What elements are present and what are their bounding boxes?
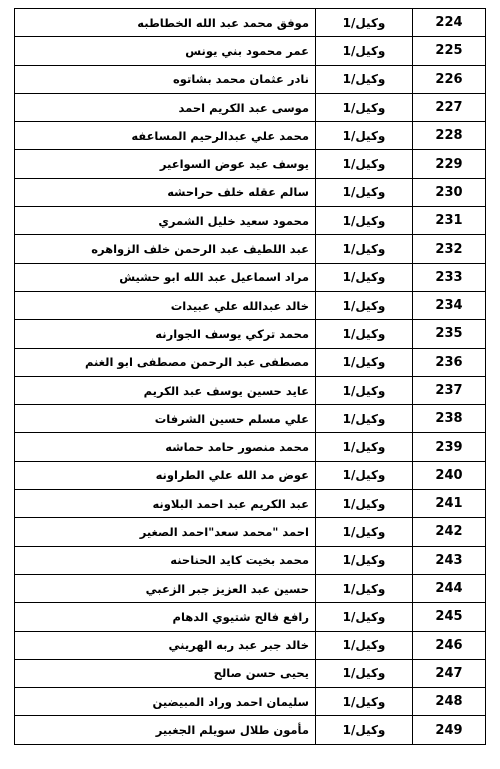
- rank-cell: وكيل/1: [316, 37, 413, 65]
- rank-cell: وكيل/1: [316, 716, 413, 744]
- table-row: [15, 235, 486, 263]
- serial-number-cell: 249: [413, 716, 486, 744]
- rank-cell: وكيل/1: [316, 603, 413, 631]
- name-cell: رافع فالح شتيوي الدهام: [15, 603, 316, 631]
- table-row: [15, 688, 486, 716]
- serial-number-cell: 242: [413, 518, 486, 546]
- rank-cell: وكيل/1: [316, 320, 413, 348]
- serial-number-cell: 243: [413, 546, 486, 574]
- table-row: [15, 150, 486, 178]
- serial-number-cell: 232: [413, 235, 486, 263]
- name-cell: محمود سعيد خليل الشمري: [15, 207, 316, 235]
- serial-number-cell: 247: [413, 659, 486, 687]
- name-cell: محمد علي عبدالرحيم المساعفه: [15, 122, 316, 150]
- name-cell: عبد الكريم عبد احمد البلاونه: [15, 490, 316, 518]
- name-cell: عمر محمود بني يونس: [15, 37, 316, 65]
- table-row: [15, 433, 486, 461]
- rank-cell: وكيل/1: [316, 490, 413, 518]
- serial-number-cell: 235: [413, 320, 486, 348]
- rank-cell: وكيل/1: [316, 65, 413, 93]
- serial-number-cell: 233: [413, 263, 486, 291]
- rank-cell: وكيل/1: [316, 9, 413, 37]
- name-cell: محمد منصور حامد حماشه: [15, 433, 316, 461]
- serial-number-cell: 230: [413, 178, 486, 206]
- rank-cell: وكيل/1: [316, 263, 413, 291]
- table-row: [15, 65, 486, 93]
- name-cell: مصطفى عبد الرحمن مصطفى ابو الغنم: [15, 348, 316, 376]
- name-cell: سالم عقله خلف حراحشه: [15, 178, 316, 206]
- serial-number-cell: 234: [413, 291, 486, 319]
- rank-cell: وكيل/1: [316, 235, 413, 263]
- table-row: [15, 461, 486, 489]
- table-row: [15, 37, 486, 65]
- serial-number-cell: 238: [413, 405, 486, 433]
- serial-number-cell: 241: [413, 490, 486, 518]
- name-cell: عايد حسين يوسف عبد الكريم: [15, 376, 316, 404]
- serial-number-cell: 239: [413, 433, 486, 461]
- personnel-table: [14, 8, 486, 745]
- serial-number-cell: 237: [413, 376, 486, 404]
- rank-cell: وكيل/1: [316, 93, 413, 121]
- name-cell: احمد "محمد سعد"احمد الصغير: [15, 518, 316, 546]
- rank-cell: وكيل/1: [316, 291, 413, 319]
- table-row: [15, 376, 486, 404]
- rank-cell: وكيل/1: [316, 122, 413, 150]
- table-row: [15, 716, 486, 744]
- table-row: [15, 546, 486, 574]
- rank-cell: وكيل/1: [316, 631, 413, 659]
- rank-cell: وكيل/1: [316, 574, 413, 602]
- name-cell: محمد بخيت كايد الحناحنه: [15, 546, 316, 574]
- name-cell: حسين عبد العزيز جبر الزعبي: [15, 574, 316, 602]
- table-row: [15, 9, 486, 37]
- name-cell: مراد اسماعيل عبد الله ابو حشيش: [15, 263, 316, 291]
- rank-cell: وكيل/1: [316, 376, 413, 404]
- personnel-table-body: [15, 9, 486, 745]
- table-row: [15, 348, 486, 376]
- serial-number-cell: 229: [413, 150, 486, 178]
- serial-number-cell: 231: [413, 207, 486, 235]
- table-row: [15, 93, 486, 121]
- serial-number-cell: 225: [413, 37, 486, 65]
- serial-number-cell: 244: [413, 574, 486, 602]
- serial-number-cell: 236: [413, 348, 486, 376]
- name-cell: يحيى حسن صالح: [15, 659, 316, 687]
- serial-number-cell: 240: [413, 461, 486, 489]
- serial-number-cell: 227: [413, 93, 486, 121]
- table-row: [15, 178, 486, 206]
- name-cell: خالد جبر عبد ربه الهريني: [15, 631, 316, 659]
- rank-cell: وكيل/1: [316, 207, 413, 235]
- name-cell: مأمون طلال سويلم الجغبير: [15, 716, 316, 744]
- rank-cell: وكيل/1: [316, 461, 413, 489]
- serial-number-cell: 246: [413, 631, 486, 659]
- name-cell: نادر عثمان محمد بشاتوه: [15, 65, 316, 93]
- name-cell: محمد تركي يوسف الجوارنه: [15, 320, 316, 348]
- rank-cell: وكيل/1: [316, 518, 413, 546]
- document-page: [14, 8, 486, 745]
- table-row: [15, 518, 486, 546]
- name-cell: موسى عبد الكريم احمد: [15, 93, 316, 121]
- name-cell: يوسف عيد عوض السواعير: [15, 150, 316, 178]
- name-cell: علي مسلم حسين الشرفات: [15, 405, 316, 433]
- name-cell: عبد اللطيف عبد الرحمن خلف الزواهره: [15, 235, 316, 263]
- serial-number-cell: 245: [413, 603, 486, 631]
- serial-number-cell: 226: [413, 65, 486, 93]
- serial-number-cell: 228: [413, 122, 486, 150]
- name-cell: عوض مد الله علي الطراونه: [15, 461, 316, 489]
- rank-cell: وكيل/1: [316, 659, 413, 687]
- table-row: [15, 631, 486, 659]
- table-row: [15, 122, 486, 150]
- rank-cell: وكيل/1: [316, 178, 413, 206]
- name-cell: خالد عبدالله علي عبيدات: [15, 291, 316, 319]
- table-row: [15, 659, 486, 687]
- table-row: [15, 263, 486, 291]
- rank-cell: وكيل/1: [316, 150, 413, 178]
- serial-number-cell: 224: [413, 9, 486, 37]
- rank-cell: وكيل/1: [316, 433, 413, 461]
- table-row: [15, 320, 486, 348]
- rank-cell: وكيل/1: [316, 405, 413, 433]
- rank-cell: وكيل/1: [316, 688, 413, 716]
- name-cell: موفق محمد عبد الله الخطاطبه: [15, 9, 316, 37]
- table-row: [15, 405, 486, 433]
- table-row: [15, 207, 486, 235]
- table-row: [15, 574, 486, 602]
- rank-cell: وكيل/1: [316, 348, 413, 376]
- table-row: [15, 291, 486, 319]
- name-cell: سليمان احمد وراد المبيضين: [15, 688, 316, 716]
- table-row: [15, 490, 486, 518]
- serial-number-cell: 248: [413, 688, 486, 716]
- table-row: [15, 603, 486, 631]
- rank-cell: وكيل/1: [316, 546, 413, 574]
